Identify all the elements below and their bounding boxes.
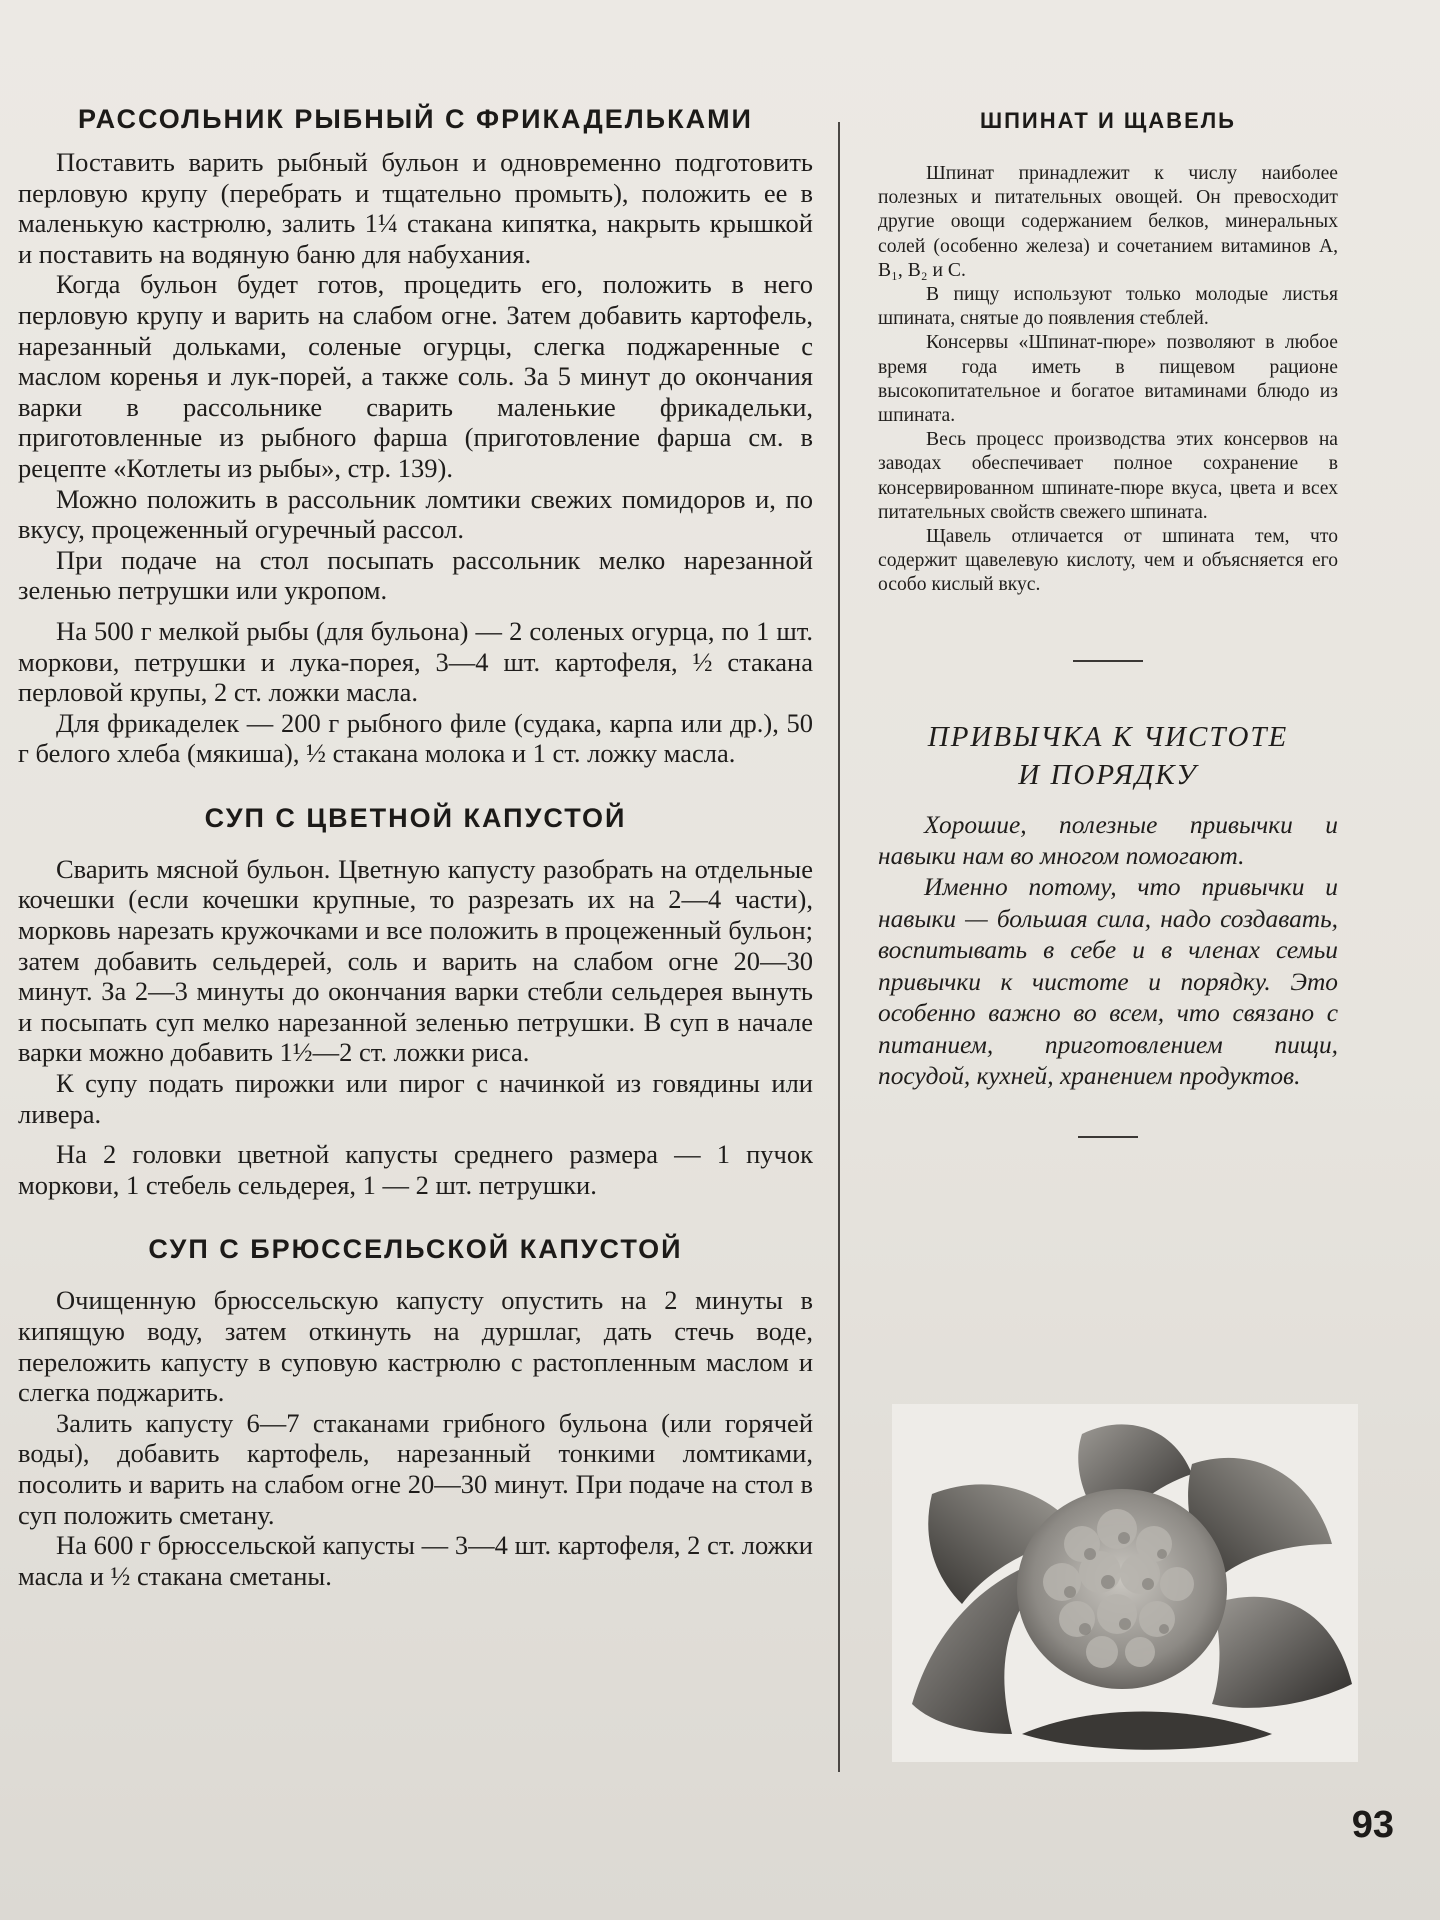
section-title-spinach-sorrel: ШПИНАТ И ЩАВЕЛЬ bbox=[979, 108, 1236, 133]
recipe2-ingredients: На 2 головки цветной капусты среднего размера — 1 пучок моркови, 1 стебель сельдерея, 1 — 2 шт. петрушки. bbox=[18, 1139, 813, 1200]
recipe3-paragraph-1: Очищенную брюссельскую капусту опустить на 2 минуты в кипящую воду, затем откинуть на дуршлаг, дать стечь воде, переложить капусту в суповую кастрюлю с растопленным маслом и слегка поджарить. bbox=[18, 1285, 813, 1408]
spinach-paragraph-4: Весь процесс производства этих консервов на заводах обеспечивает полное сохранение в консервированном шпинате-пюре вкуса, цвета и всех питательных свойств свежего шпината. bbox=[878, 429, 1338, 523]
section-title-habit-line-1: ПРИВЫЧКА К ЧИСТОТЕ bbox=[927, 720, 1289, 753]
right-column bbox=[878, 100, 1338, 1138]
column-divider bbox=[838, 122, 840, 1772]
recipe1-ingredients: На 500 г мелкой рыбы (для бульона) — 2 соленых огурца, по 1 шт. моркови, петрушки и лука-порея, 3—4 шт. картофеля, ½ стакана перловой крупы, 2 ст. ложки масла. bbox=[18, 615, 813, 708]
left-column bbox=[18, 100, 813, 1591]
cauliflower-photo bbox=[892, 1404, 1358, 1762]
section-title-habit-line-2: И ПОРЯДКУ bbox=[1018, 758, 1198, 791]
cauliflower-illustration bbox=[892, 1404, 1358, 1762]
recipe2-paragraph-1: Сварить мясной бульон. Цветную капусту разобрать на отдельные кочешки (если кочешки крупные, то разрезать их на 2—4 части), морковь нарезать кружочками и все положить в процеженный бульон; затем добавить сельдерей, соль и варить на слабом огне 20—30 минут. За 2—3 минуты до окончания варки стебли сельдерея вынуть и посыпать суп мелко нарезанной зеленью петрушки. В суп в начале варки можно добавить 1½—2 ст. ложки риса. bbox=[18, 853, 813, 1068]
recipe1-paragraph-3: Можно положить в рассольник ломтики свежих помидоров и, по вкусу, процеженный огуречный рассол. bbox=[18, 483, 813, 545]
habit-paragraph-1: Хорошие, полезные привычки и навыки нам во многом помогают. bbox=[878, 810, 1338, 871]
section-rule-2 bbox=[1078, 1136, 1138, 1138]
recipe1-ingredients-dumplings: Для фрикаделек — 200 г рыбного филе (судака, карпа или др.), 50 г белого хлеба (мякиша), ½ стакана молока и 1 ст. ложку масла. bbox=[18, 707, 813, 769]
recipe-title-cauliflower-soup: СУП С ЦВЕТНОЙ КАПУСТОЙ bbox=[204, 802, 627, 833]
spinach-paragraph-1: Шпинат принадлежит к числу наиболее полезных и питательных овощей. Он превосходит другие овощи содержанием белков, минеральных солей (особенно железа) и сочетанием витаминов A, B₁, B₂ и C. bbox=[878, 163, 1338, 281]
recipe-title-brussels-sprouts-soup: СУП С БРЮССЕЛЬСКОЙ КАПУСТОЙ bbox=[148, 1234, 683, 1265]
recipe1-paragraph-2: Когда бульон будет готов, процедить его, положить в него перловую крупу и варить на слабом огне. Затем добавить картофель, нарезанный дольками, соленые огурцы, слегка поджаренные с маслом коренья и лук-порей, а также соль. За 5 минут до окончания варки в рассольнике сварить маленькие фрикадельки, приготовленные из рыбного фарша (приготовление фарша см. в рецепте «Котлеты из рыбы», стр. 139). bbox=[18, 269, 813, 483]
page-number: 93 bbox=[1351, 1804, 1394, 1846]
recipe1-paragraph-4: При подаче на стол посыпать рассольник мелко нарезанной зеленью петрушки или укропом. bbox=[18, 544, 813, 606]
spinach-paragraph-2: В пищу используют только молодые листья шпината, снятые до появления стеблей. bbox=[878, 284, 1338, 330]
sorrel-paragraph: Щавель отличается от шпината тем, что содержит щавелевую кислоту, чем и объясняется его особо кислый вкус. bbox=[878, 526, 1338, 596]
recipe1-paragraph-1: Поставить варить рыбный бульон и одновременно подготовить перловую крупу (перебрать и тщательно промыть), положить ее в маленькую кастрюлю, залить 1¼ стакана кипятка, накрыть крышкой и поставить на водяную баню для набухания. bbox=[18, 147, 813, 269]
recipe-title-rassolnik: РАССОЛЬНИК РЫБНЫЙ С ФРИКАДЕЛЬКАМИ bbox=[78, 104, 753, 134]
recipe3-ingredients: На 600 г брюссельской капусты — 3—4 шт. картофеля, 2 ст. ложки масла и ½ стакана сметаны. bbox=[18, 1530, 813, 1591]
spinach-paragraph-3: Консервы «Шпинат-пюре» позволяют в любое время года иметь в пищевом рационе высокопитательное и богатое витаминами блюдо из шпината. bbox=[878, 332, 1338, 427]
recipe3-paragraph-2: Залить капусту 6—7 стаканами грибного бульона (или горячей воды), добавить картофель, нарезанный тонкими ломтиками, посолить и варить на слабом огне 20—30 минут. При подаче на стол в суп положить сметану. bbox=[18, 1407, 813, 1530]
habit-paragraph-2: Именно потому, что привычки и навыки — большая сила, надо создавать, воспитывать в себе и в членах семьи привычки к чистоте и порядку. Это особенно важно во всем, что связано с питанием, приготовлением пищи, посудой, кухней, хранением продуктов. bbox=[878, 873, 1338, 1090]
recipe2-paragraph-2: К супу подать пирожки или пирог с начинкой из говядины или ливера. bbox=[18, 1068, 813, 1129]
